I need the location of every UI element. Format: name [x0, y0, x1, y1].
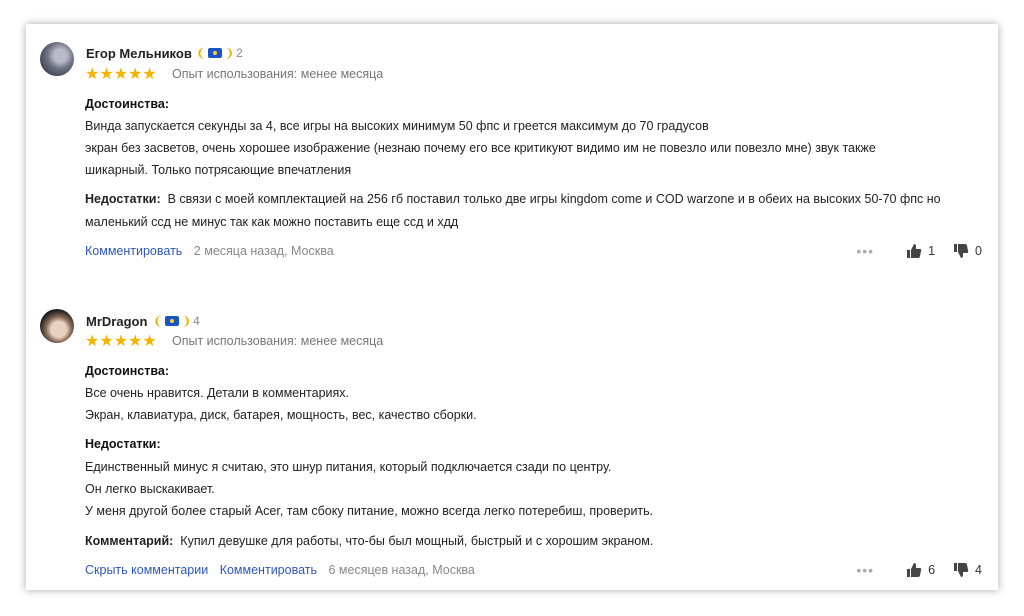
- like-count: 1: [928, 244, 936, 258]
- author-name[interactable]: Егор Мельников: [86, 46, 192, 61]
- like-button[interactable]: [906, 562, 935, 578]
- cons-block: [85, 188, 985, 234]
- review-footer: [85, 244, 334, 258]
- review-actions: [856, 562, 982, 578]
- avatar[interactable]: [40, 42, 74, 76]
- pros-line: Все очень нравится. Детали в комментариях.: [85, 386, 349, 400]
- comment-link[interactable]: Комментировать: [85, 244, 183, 258]
- comment-label: Комментарий:: [85, 534, 174, 548]
- rating-stars: ★★★★★: [85, 333, 157, 350]
- review-footer: [85, 563, 475, 577]
- achievement-badge-icon[interactable]: ❨ ❩ 2: [196, 46, 243, 60]
- cons-text: В связи с моей комплектацией на 256 гб поставил только две игры kingdom come и COD warzone и в обеих на высоких 50-70 фпс но маленький ссд не минус так как можно поставить еще ссд и хдд: [85, 192, 941, 229]
- reviews-card: [26, 24, 998, 590]
- usage-experience: Опыт использования: менее месяца: [172, 67, 384, 81]
- thumb-down-icon: [953, 243, 969, 259]
- comment-block: [85, 530, 985, 553]
- review-date-place: 2 месяца назад, Москва: [193, 244, 334, 258]
- badge-count: 2: [236, 46, 243, 60]
- like-count: 6: [928, 563, 936, 577]
- cons-line: Единственный минус я считаю, это шнур питания, который подключается сзади по центру.: [85, 460, 612, 474]
- usage-experience: Опыт использования: менее месяца: [172, 334, 384, 348]
- badge-count: 4: [193, 314, 200, 328]
- pros-label: Достоинства:: [85, 364, 170, 378]
- more-icon[interactable]: •••: [856, 562, 875, 578]
- comment-text: Купил девушке для работы, что-бы был мощный, быстрый и с хорошим экраном.: [180, 534, 654, 548]
- pros-line: шикарный. Только потрясающие впечатления: [85, 163, 352, 177]
- comment-link[interactable]: Комментировать: [219, 563, 317, 577]
- dislike-count: 0: [975, 244, 982, 258]
- review-actions: [856, 243, 982, 259]
- pros-label: Достоинства:: [85, 97, 170, 111]
- achievement-badge-icon[interactable]: ❨ ❩ 4: [153, 314, 200, 328]
- pros-line: экран без засветов, очень хорошее изображение (незнаю почему его все критикуют видимо им не повезло или повезло мне) звук также: [85, 141, 876, 155]
- pros-line: Экран, клавиатура, диск, батарея, мощность, вес, качество сборки.: [85, 408, 477, 422]
- thumb-up-icon: [906, 562, 922, 578]
- dislike-button[interactable]: [953, 562, 982, 578]
- hide-comments-link[interactable]: Скрыть комментарии: [85, 563, 209, 577]
- cons-line: Он легко выскакивает.: [85, 482, 215, 496]
- dislike-count: 4: [975, 563, 982, 577]
- more-icon[interactable]: •••: [856, 243, 875, 259]
- pros-line: Винда запускается секунды за 4, все игры на высоких минимум 50 фпс и греется максимум до 70 градусов: [85, 119, 709, 133]
- cons-label: Недостатки:: [85, 192, 161, 206]
- like-button[interactable]: [906, 243, 935, 259]
- cons-line: У меня другой более старый Acer, там сбоку питание, можно всегда легко потеребиш, проверить.: [85, 504, 654, 518]
- author-name[interactable]: MrDragon: [86, 314, 148, 329]
- cons-label: Недостатки:: [85, 437, 161, 451]
- rating-stars: ★★★★★: [85, 66, 157, 83]
- thumb-up-icon: [906, 243, 922, 259]
- avatar[interactable]: [40, 309, 74, 343]
- review-date-place: 6 месяцев назад, Москва: [328, 563, 475, 577]
- dislike-button[interactable]: [953, 243, 982, 259]
- thumb-down-icon: [953, 562, 969, 578]
